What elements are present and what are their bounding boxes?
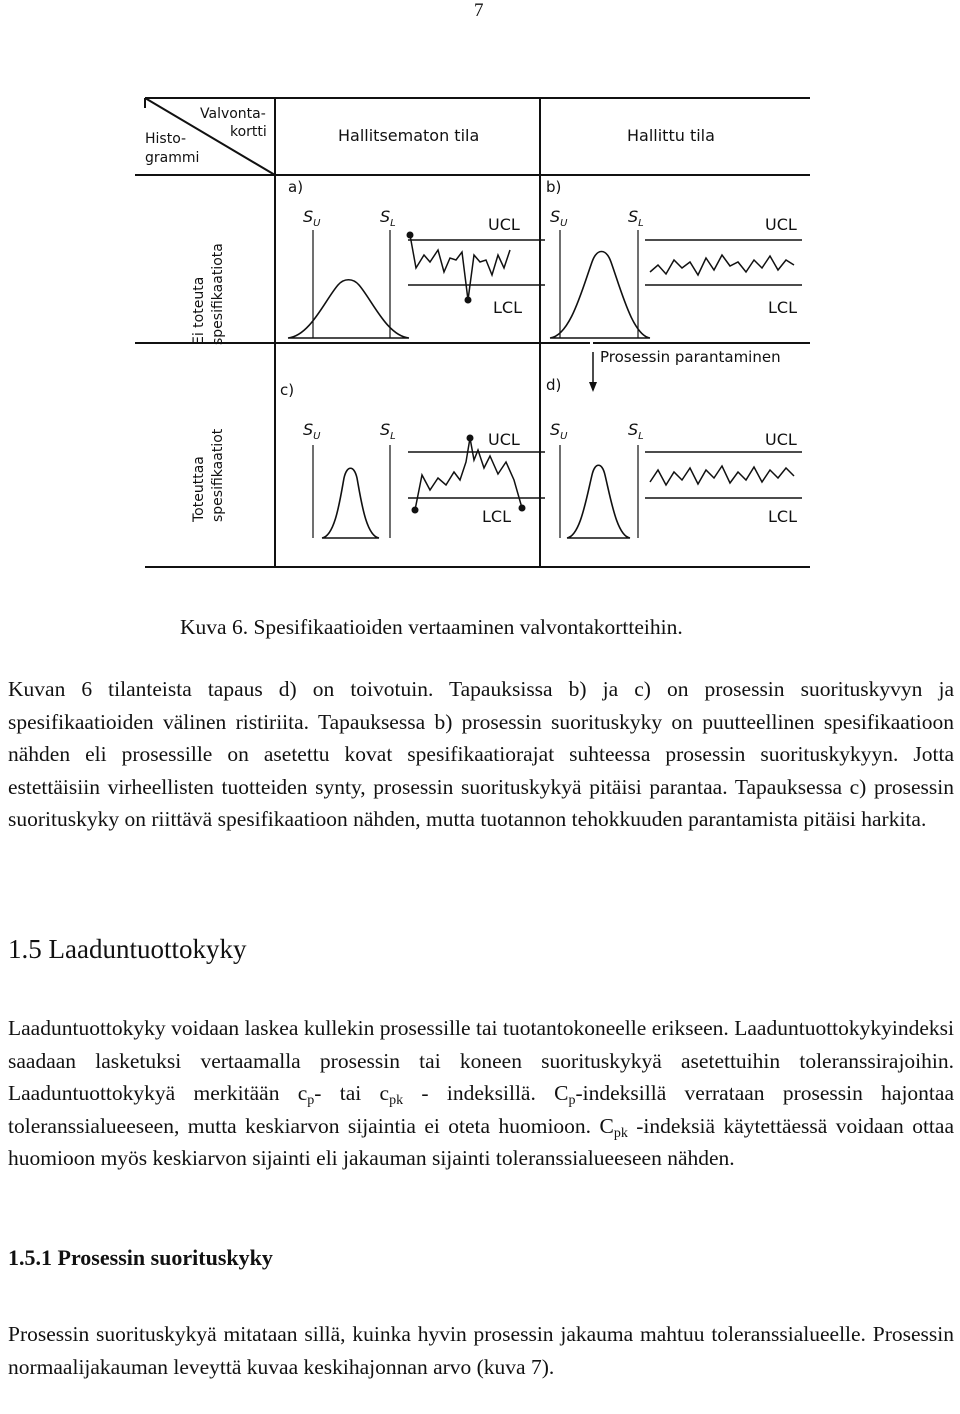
paragraph-3	[8, 1318, 954, 1383]
panel-a-label: a)	[288, 178, 304, 196]
histogrammi-label-line1: Histo-	[145, 131, 187, 147]
panel-c-sl-label: $S_L$	[380, 420, 396, 442]
subsection-heading: 1.5.1 Prosessin suorituskyky	[8, 1245, 273, 1270]
panel-d-control-chart-line	[650, 466, 794, 485]
process-improvement-label: Prosessin parantaminen	[600, 348, 781, 366]
subscript-p-2: p	[568, 1093, 576, 1108]
panel-c-label: c)	[280, 381, 295, 399]
panel-a-control-chart-line	[410, 235, 510, 300]
histogrammi-label-line2: grammi	[145, 150, 200, 166]
row-label-top-line1: Ei toteuta	[191, 276, 207, 345]
paragraph-2	[8, 1012, 954, 1175]
page-number: 7	[474, 0, 484, 21]
paragraph-1	[8, 673, 954, 836]
column-label-uncontrolled: Hallitsematon tila	[338, 126, 480, 145]
paragraph-2-text-1: Laaduntuottokyky voidaan laskea kullekin prosessille tai tuotantokoneelle erikseen. Laaduntuottokykyindeksi saadaan lasketuksi vertaamalla prosessin tai koneen suorituskykyä asetettuihin toleranssirajoihin. Laaduntuottokykyä merkitään c	[8, 1016, 954, 1105]
panel-a	[288, 178, 545, 338]
panel-a-out-of-control-point-low	[465, 297, 472, 304]
panel-a-out-of-control-point-high	[407, 232, 414, 239]
panel-c-out-of-control-point-high	[467, 435, 474, 442]
panel-d	[546, 376, 802, 538]
valvontakortti-label-line2: kortti	[230, 124, 267, 140]
paragraph-1-text: Kuvan 6 tilanteista tapaus d) on toivotuin. Tapauksissa b) ja c) on prosessin suorituskyvyn ja spesifikaatioiden välinen ristiriita. Tapauksessa b) prosessin suorituskyky on puutteellinen spesifikaatioon nähden eli prosessille on asetettu kovat spesifikaatiorajat suhteessa prosessin suorituskykyyn. Jotta estettäisiin virheellisten tuotteiden synty, prosessin suorituskykyä pitäisi parantaa. Tapauksessa c) prosessin suorituskyky on riittävä spesifikaatioon nähden, mutta tuotannon tehokkuuden parantamista pitäisi harkita.	[8, 677, 954, 831]
paragraph-2-text-5: -indeksiä käytettäessä voidaan ottaa huomioon myös keskiarvon sijainti eli jakauman sijainti toleranssialueeseen nähden.	[8, 1113, 954, 1170]
panel-c-su-label: $S_U$	[303, 420, 321, 442]
paragraph-2-text-4: -indeksillä verrataan prosessin hajontaa toleranssialueeseen, mutta keskiarvon sijaintia ei oteta huomioon. C	[8, 1081, 954, 1138]
panel-d-lcl-label: LCL	[768, 507, 797, 526]
panel-a-lcl-label: LCL	[493, 298, 522, 317]
column-label-controlled: Hallittu tila	[627, 126, 715, 145]
panel-c-histogram-curve	[322, 468, 379, 538]
panel-a-sl-label: $S_L$	[380, 207, 396, 229]
panel-b-lcl-label: LCL	[768, 298, 797, 317]
figure-drawing	[130, 90, 810, 580]
panel-b-su-label: $S_U$	[550, 207, 568, 229]
figure-specification-vs-control-charts	[130, 90, 810, 580]
panel-b-sl-label: $S_L$	[628, 207, 644, 229]
section-heading: 1.5 Laaduntuottokyky	[8, 934, 247, 964]
paragraph-2-text-2: - tai c	[314, 1081, 390, 1105]
row-label-bottom-line2: spesifikaatiot	[210, 428, 226, 522]
figure-grid	[135, 98, 810, 567]
panel-c-out-of-control-point-end	[519, 505, 526, 512]
figure-caption: Kuva 6. Spesifikaatioiden vertaaminen valvontakortteihin.	[180, 615, 683, 639]
panel-d-label: d)	[546, 376, 562, 394]
process-improvement-arrow	[589, 348, 781, 392]
panel-a-su-label: $S_U$	[303, 207, 321, 229]
panel-b	[546, 178, 802, 338]
panel-b-histogram-curve	[550, 252, 650, 339]
paragraph-3-text: Prosessin suorituskykyä mitataan sillä, kuinka hyvin prosessin jakauma mahtuu toleranssialueelle. Prosessin normaalijakauman leveyttä kuvaa keskihajonnan arvo (kuva 7).	[8, 1322, 954, 1379]
panel-a-histogram-curve	[288, 280, 409, 338]
subscript-pk-1: pk	[389, 1093, 404, 1108]
subscript-p-1: p	[307, 1093, 315, 1108]
panel-c-ucl-label: UCL	[488, 430, 520, 449]
panel-c-lcl-label: LCL	[482, 507, 511, 526]
row-label-top-line2: spesifikaatiota	[210, 243, 226, 345]
paragraph-2-text-3: - indeksillä. C	[403, 1081, 569, 1105]
panel-d-sl-label: $S_L$	[628, 420, 644, 442]
panel-b-label: b)	[546, 178, 562, 196]
panel-d-histogram-curve	[567, 465, 630, 538]
panel-d-su-label: $S_U$	[550, 420, 568, 442]
panel-d-ucl-label: UCL	[765, 430, 797, 449]
row-label-bottom-line1: Toteuttaa	[191, 456, 207, 522]
panel-b-ucl-label: UCL	[765, 215, 797, 234]
subscript-pk-2: pk	[613, 1125, 628, 1141]
panel-c-out-of-control-point-low	[412, 507, 419, 514]
panel-b-control-chart-line	[650, 255, 794, 275]
valvontakortti-label-line1: Valvonta-	[200, 106, 266, 122]
panel-c	[280, 381, 545, 538]
panel-a-ucl-label: UCL	[488, 215, 520, 234]
